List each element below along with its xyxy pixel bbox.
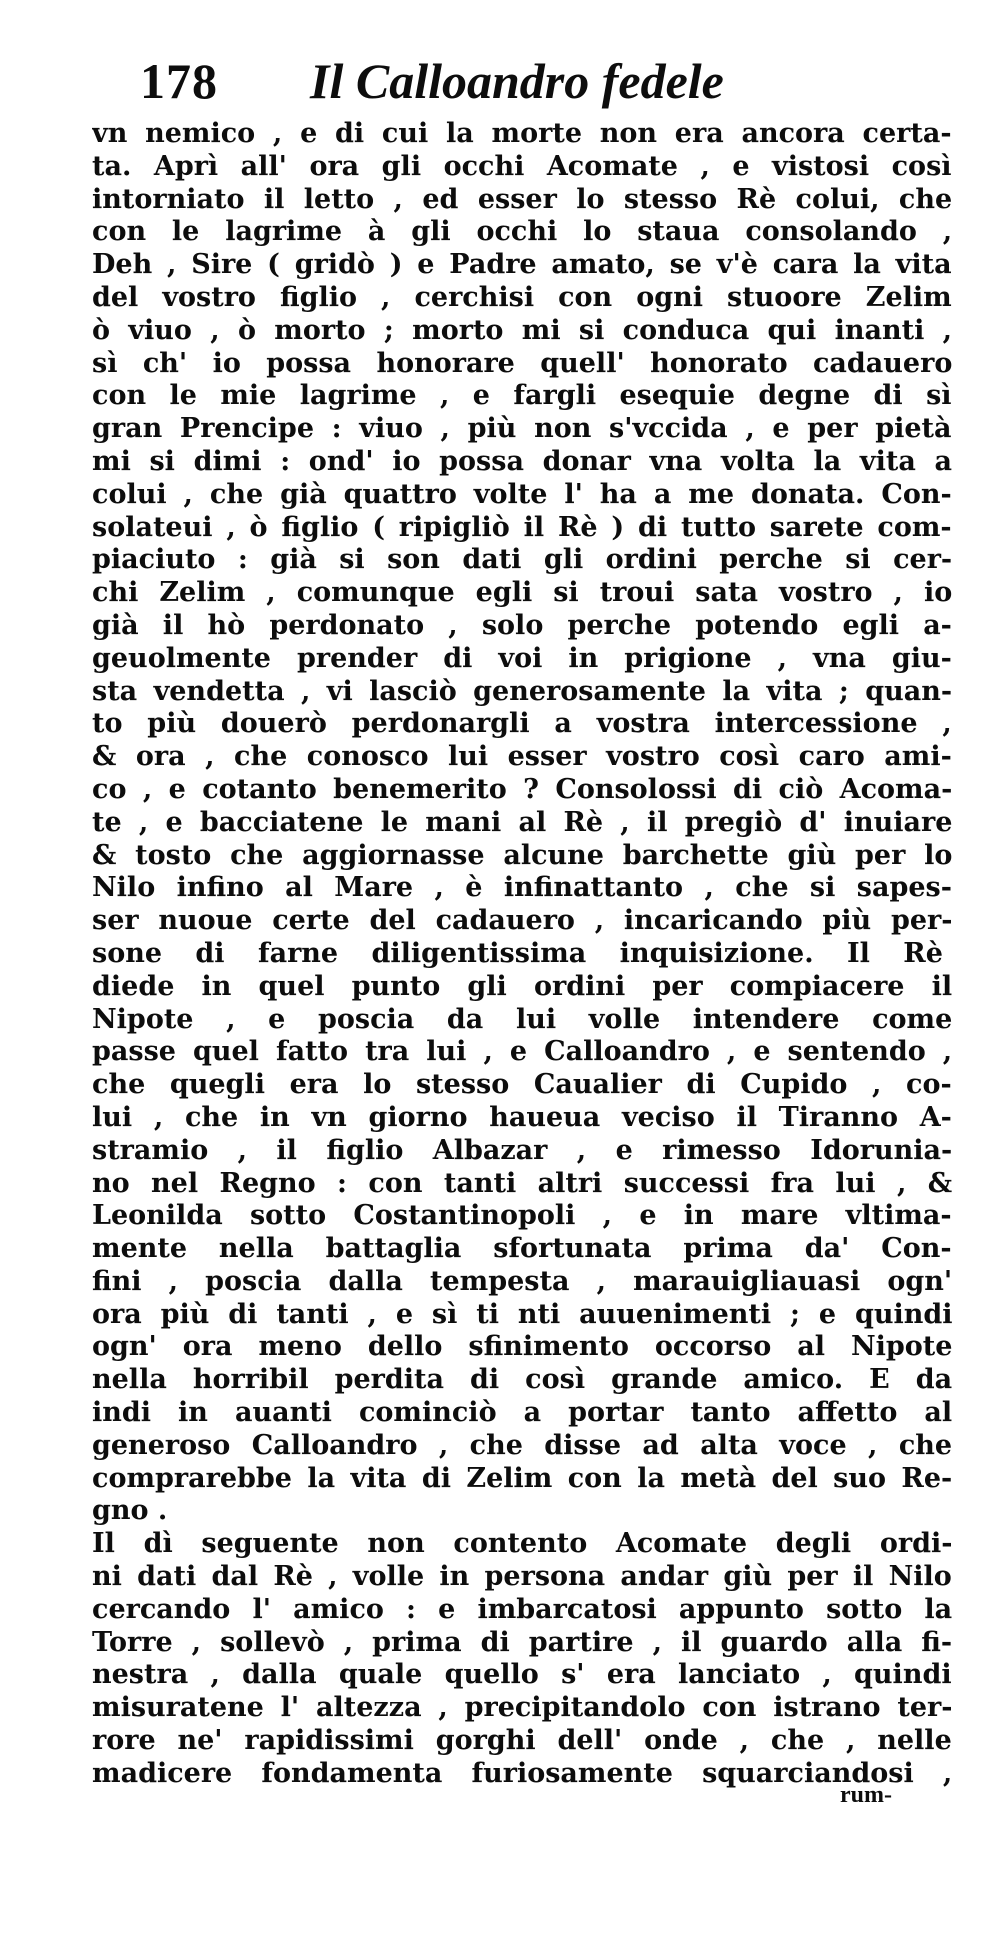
text-line: Il dì seguente non contento Acomate degli ordi-: [92, 1528, 952, 1560]
text-line: piaciuto : già si son dati gli ordini perche si cer-: [92, 544, 952, 576]
text-line: chi Zelim , comunque egli si troui sata vostro , io: [92, 577, 952, 609]
text-line: già il hò perdonato , solo perche potendo egli a-: [92, 609, 952, 641]
text-line: del vostro figlio , cerchisi con ogni stuoore Zelim: [92, 281, 952, 313]
text-line: fini , poscia dalla tempesta , marauigliauasi ogn': [92, 1265, 952, 1297]
text-line: sone di farne diligentissima inquisizione. Il Rè: [92, 937, 943, 969]
text-line: sta vendetta , vi lasciò generosamente la vita ; quan-: [92, 675, 952, 707]
text-line: solateui , ò figlio ( ripigliò il Rè ) di tutto sarete com-: [92, 511, 952, 543]
text-line: ora più di tanti , e sì ti nti auuenimenti ; e quindi: [92, 1298, 952, 1330]
text-line: ò viuo , ò morto ; morto mi si conduca qui inanti ,: [92, 314, 952, 346]
text-line: sì ch' io possa honorare quell' honorato cadauero: [92, 347, 952, 379]
text-line: to più douerò perdonargli a vostra intercessione ,: [92, 708, 952, 740]
text-line: nella horribil perdita di così grande amico. E da: [92, 1364, 952, 1396]
text-line: che quegli era lo stesso Caualier di Cupido , co-: [92, 1069, 952, 1101]
text-line: lui , che in vn giorno haueua veciso il Tiranno A-: [92, 1101, 952, 1133]
text-line: passe quel fatto tra lui , e Calloandro , e sentendo ,: [92, 1036, 952, 1068]
text-line: Nipote , e poscia da lui volle intendere come: [92, 1003, 952, 1035]
text-line: Torre , sollevò , prima di partire , il guardo alla fi-: [92, 1626, 952, 1658]
text-line: Deh , Sire ( gridò ) e Padre amato, se v'è cara la vita: [92, 249, 952, 281]
text-line: madicere fondamenta furiosamente squarciandosi ,: [92, 1757, 952, 1789]
running-head: Il Calloandro fedele: [310, 53, 724, 109]
text-line: generoso Calloandro , che disse ad alta voce , che: [92, 1429, 952, 1461]
text-line: te , e bacciatene le mani al Rè , il pregiò d' inuiare: [92, 806, 952, 838]
text-line: con le lagrime à gli occhi lo staua consolando ,: [92, 216, 952, 248]
text-line: ta. Aprì all' ora gli occhi Acomate , e vistosi così: [92, 150, 952, 182]
text-line: rore ne' rapidissimi gorghi dell' onde , che , nelle: [92, 1725, 952, 1757]
text-line: ogn' ora meno dello sfinimento occorso al Nipote: [92, 1331, 952, 1363]
text-line: & ora , che conosco lui esser vostro così caro ami-: [92, 741, 952, 773]
text-line: comprarebbe la vita di Zelim con la metà del suo Re-: [92, 1462, 952, 1494]
text-line: mente nella battaglia sfortunata prima da' Con-: [92, 1233, 952, 1265]
text-line: vn nemico , e di cui la morte non era ancora certa-: [92, 118, 952, 149]
text-line: stramio , il figlio Albazar , e rimesso Idorunia-: [92, 1134, 952, 1166]
text-line: gran Prencipe : viuo , più non s'vccida , e per pietà: [92, 413, 952, 445]
text-line: Nilo infino al Mare , è infinattanto , che si sapes-: [92, 872, 952, 904]
text-line: cercando l' amico : e imbarcatosi appunto sotto la: [92, 1593, 952, 1625]
page-number: 178: [140, 53, 218, 109]
text-line: & tosto che aggiornasse alcune barchette giù per lo: [92, 839, 952, 871]
text-line: indi in auanti cominciò a portar tanto affetto al: [92, 1397, 952, 1429]
body-text: [92, 118, 952, 1791]
text-line: Leonilda sotto Costantinopoli , e in mare vltima-: [92, 1200, 952, 1232]
text-line: geuolmente prender di voi in prigione , vna giu-: [92, 642, 952, 674]
text-line: gno .: [92, 1495, 168, 1527]
text-line: intorniato il letto , ed esser lo stesso Rè colui, che: [92, 183, 952, 215]
text-line: con le mie lagrime , e fargli esequie degne di sì: [92, 380, 952, 412]
text-line: ser nuoue certe del cadauero , incaricando più per-: [92, 905, 952, 937]
text-line: colui , che già quattro volte l' ha a me donata. Con-: [92, 478, 952, 510]
text-line: diede in quel punto gli ordini per compiacere il: [92, 970, 952, 1002]
text-line: nestra , dalla quale quello s' era lanciato , quindi: [92, 1659, 952, 1691]
text-line: misuratene l' altezza , precipitandolo con istrano ter-: [92, 1692, 952, 1724]
text-line: no nel Regno : con tanti altri successi fra lui , &: [92, 1167, 952, 1199]
page-header: [140, 52, 900, 112]
text-line: co , e cotanto benemerito ? Consolossi di ciò Acoma-: [92, 773, 952, 805]
text-line: mi si dimi : ond' io possa donar vna volta la vita a: [92, 445, 952, 477]
catchword: rum-: [840, 1782, 892, 1808]
text-line: ni dati dal Rè , volle in persona andar giù per il Nilo: [92, 1561, 952, 1593]
